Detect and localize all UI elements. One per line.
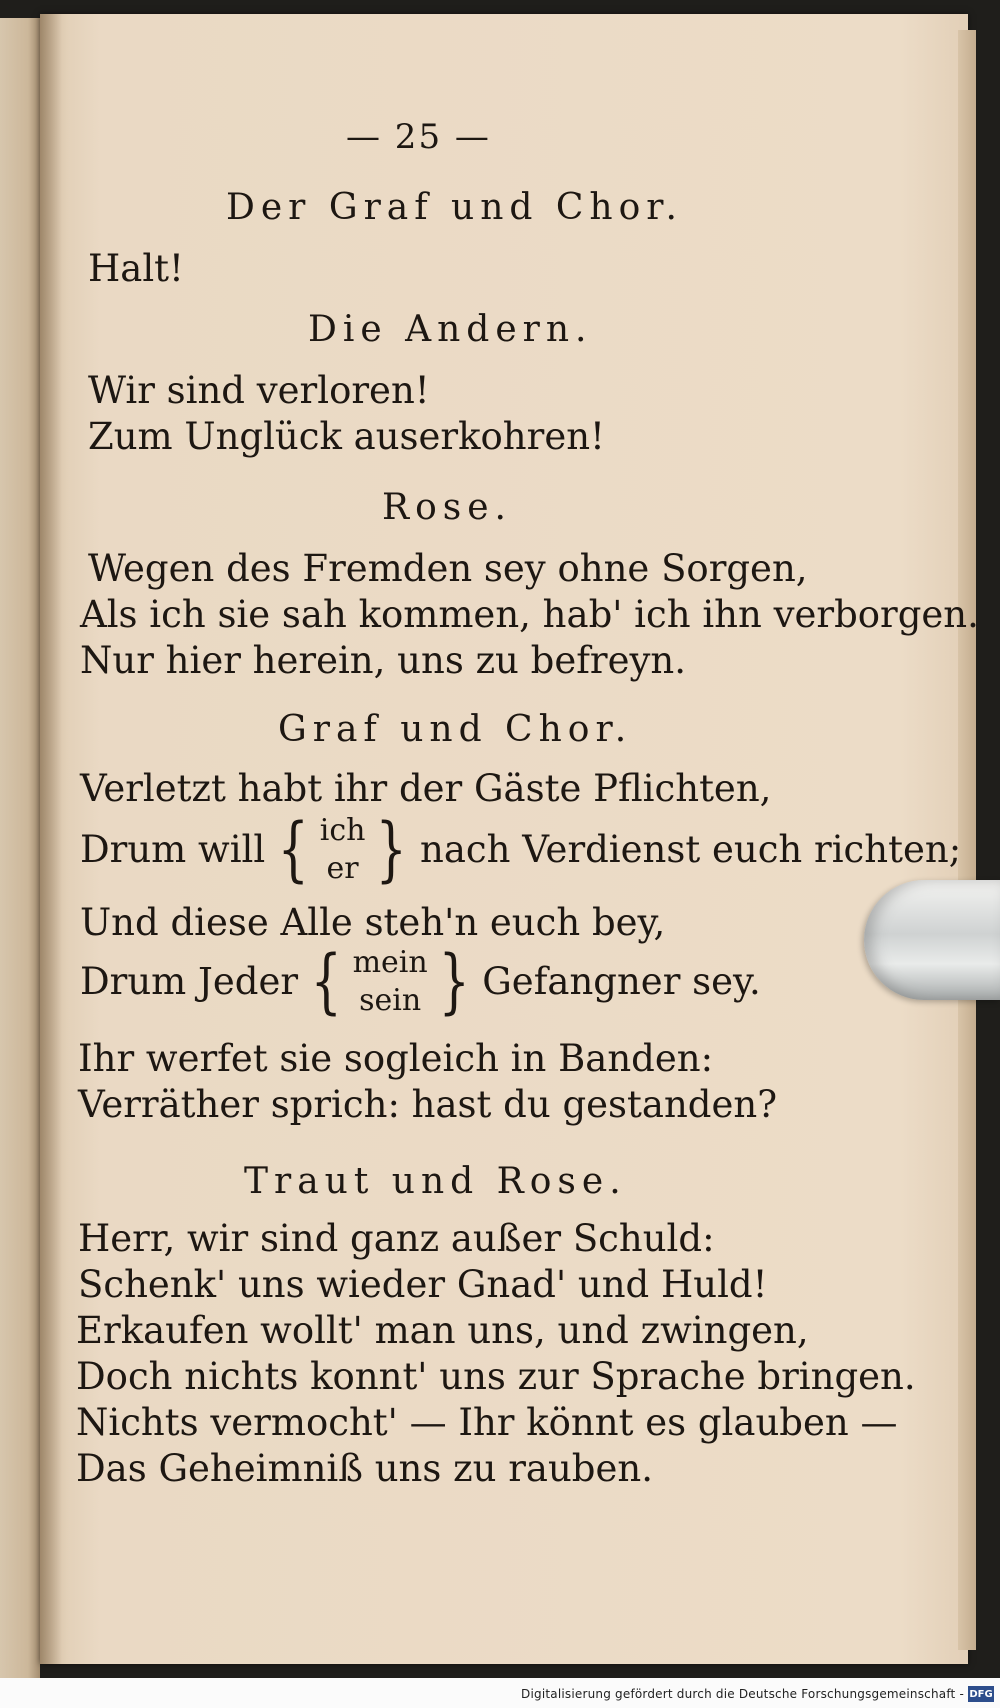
left-brace-glyph: { [310,940,342,1022]
choice-line [80,940,761,1022]
choice-before: Drum Jeder [80,960,299,1003]
option-stack [349,944,432,1019]
verse-line: Ihr werfet sie sogleich in Banden: [78,1037,714,1080]
footer-bar [0,1678,1000,1708]
brace-options [271,808,414,890]
option-stack [316,812,370,887]
verse-line: Erkaufen wollt' man uns, und zwingen, [76,1309,809,1352]
option-bottom: sein [359,982,422,1018]
verse-line: Verräther sprich: hast du gestanden? [78,1083,778,1126]
right-brace-glyph: } [438,940,470,1022]
verse-line: Wegen des Fremden sey ohne Sorgen, [88,547,808,590]
verse-line: Als ich sie sah kommen, hab' ich ihn verborgen. [80,593,979,636]
dfg-logo: DFG [968,1686,994,1702]
verse-line: Nichts vermocht' — Ihr könnt es glauben — [76,1401,898,1444]
speaker-heading: Rose. [382,487,513,528]
verse-line: Nur hier herein, uns zu befreyn. [80,639,687,682]
choice-line [80,808,962,890]
verse-line: Wir sind verloren! [88,369,430,412]
verse-line: Halt! [88,247,184,290]
option-top: ich [319,813,366,848]
choice-after: nach Verdienst euch richten; [420,828,962,871]
choice-before: Drum will [80,828,266,871]
verse-line: Das Geheimniß uns zu rauben. [76,1447,653,1490]
verse-line: Schenk' uns wieder Gnad' und Huld! [78,1263,768,1306]
choice-after: Gefangner sey. [482,960,761,1003]
left-brace-glyph: { [277,808,310,890]
verse-line: Doch nichts konnt' uns zur Sprache bringen. [76,1355,916,1398]
speaker-heading: Traut und Rose. [244,1161,627,1202]
footer-credit: Digitalisierung gefördert durch die Deutsche Forschungsgemeinschaft - [521,1687,964,1701]
option-bottom: er [326,850,359,886]
verse-line: Zum Unglück auserkohren! [88,415,605,458]
verse-line: Verletzt habt ihr der Gäste Pflichten, [80,767,772,810]
page-number: — 25 — [346,117,491,157]
speaker-heading: Graf und Chor. [278,709,633,750]
verse-line: Herr, wir sind ganz außer Schuld: [78,1217,715,1260]
verse-line: Und diese Alle steh'n euch bey, [80,901,666,944]
speaker-heading: Die Andern. [308,309,593,350]
option-top: mein [352,945,428,980]
speaker-heading: Der Graf und Chor. [226,187,683,228]
brace-options [304,940,476,1022]
right-brace-glyph: } [376,808,408,890]
